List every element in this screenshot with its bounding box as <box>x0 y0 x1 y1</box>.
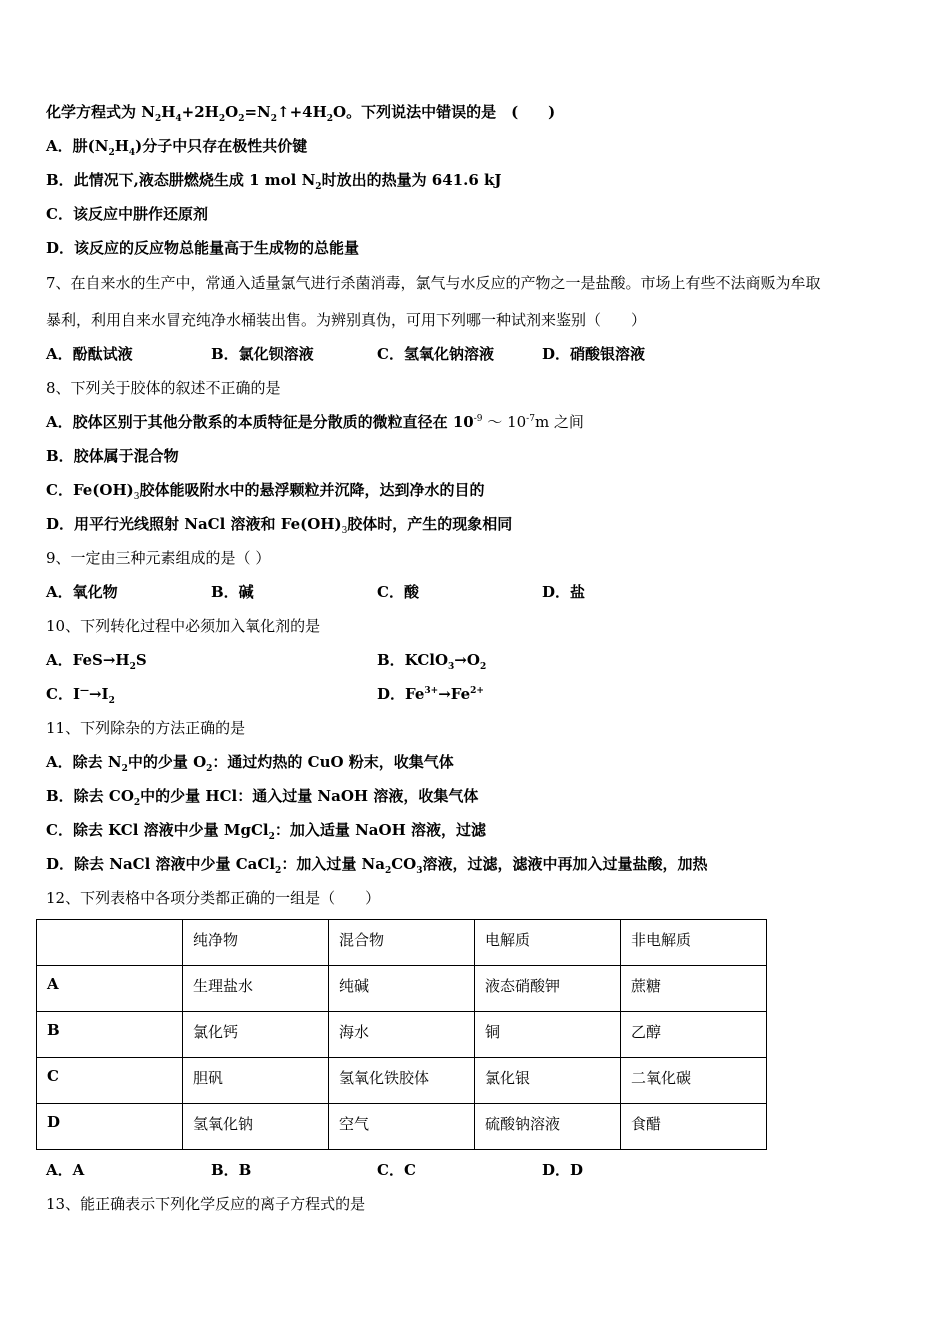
q8-option-b: B．胶体属于混合物 <box>46 447 179 465</box>
q9-option-b: B．碱 <box>211 583 254 601</box>
q6-stem: 化学方程式为 $N_2H_4+2H_2O_2=N_2↑+4H_2O$。下列说法中错误的是 ( ) <box>46 103 556 124</box>
q8-option-d: D．用平行光线照射 NaCl 溶液和 $Fe(OH)_3$胶体时，产生的现象相同 <box>46 515 513 536</box>
q7-option-a: A．酚酞试液 <box>46 345 133 363</box>
q7-stem-line2: 暴利，利用自来水冒充纯净水桶装出售。为辨别真伪，可用下列哪一种试剂来鉴别（ ） <box>46 311 647 329</box>
q11-option-d: D．除去 NaCl 溶液中少量 CaCl$_2$：加入过量 $Na_2CO_3$溶液，过滤，滤液中再加入过量盐酸，加热 <box>46 855 708 876</box>
q13-stem: 13、能正确表示下列化学反应的离子方程式的是 <box>46 1195 366 1213</box>
q12-option-a: A．A <box>46 1161 85 1179</box>
classification-table <box>36 919 767 1150</box>
q12-option-c: C．C <box>377 1161 416 1179</box>
q7-stem-line1: 7、在自来水的生产中，常通入适量氯气进行杀菌消毒，氯气与水反应的产物之一是盐酸。市场上有些不法商贩为牟取 <box>46 274 821 292</box>
table-cell: 蔗糖 <box>621 966 767 1012</box>
q8-option-a: A．胶体区别于其他分散系的本质特征是分散质的微粒直径在 $10^{-9}$ ～ $10^{-7}m$ 之间 <box>46 413 584 431</box>
table-cell: 胆矾 <box>183 1058 329 1104</box>
table-cell: 生理盐水 <box>183 966 329 1012</box>
q11-option-a: A．除去 $N_2$中的少量 $O_2$：通过灼热的 CuO 粉末，收集气体 <box>46 753 454 774</box>
table-header-cell: 纯净物 <box>183 920 329 966</box>
q6-option-b: B．此情况下,液态肼燃烧生成 1 mol $N_2$时放出的热量为 641.6 kJ <box>46 171 502 192</box>
table-cell: 二氧化碳 <box>621 1058 767 1104</box>
q9-option-c: C．酸 <box>377 583 419 601</box>
table-cell: 氢氧化铁胶体 <box>329 1058 475 1104</box>
q11-stem: 11、下列除杂的方法正确的是 <box>46 719 246 737</box>
q7-option-b: B．氯化钡溶液 <box>211 345 314 363</box>
table-cell: 硫酸钠溶液 <box>475 1104 621 1150</box>
q10-option-c: C．$I^—\to I_2$ <box>46 685 115 706</box>
q11-option-b: B．除去 $CO_2$中的少量 HCl：通入过量 NaOH 溶液，收集气体 <box>46 787 479 808</box>
q10-option-d: D．$Fe^{3+}\to Fe^{2+}$ <box>377 685 484 703</box>
table-row <box>37 920 767 966</box>
q8-stem: 8、下列关于胶体的叙述不正确的是 <box>46 379 281 397</box>
table-cell: 铜 <box>475 1012 621 1058</box>
q7-option-d: D．硝酸银溶液 <box>542 345 646 363</box>
table-cell: 食醋 <box>621 1104 767 1150</box>
table-row <box>37 1058 767 1104</box>
q9-option-d: D．盐 <box>542 583 586 601</box>
q9-option-a: A．氧化物 <box>46 583 118 601</box>
table-row <box>37 1104 767 1150</box>
table-header-cell: 非电解质 <box>621 920 767 966</box>
q10-option-b: B．$KClO_3\to O_2$ <box>377 651 487 672</box>
q12-stem: 12、下列表格中各项分类都正确的一组是（ ） <box>46 889 381 907</box>
q6-option-d: D．该反应的反应物总能量高于生成物的总能量 <box>46 239 360 257</box>
table-header-cell: 电解质 <box>475 920 621 966</box>
table-cell: 纯碱 <box>329 966 475 1012</box>
table-cell: 氢氧化钠 <box>183 1104 329 1150</box>
q11-option-c: C．除去 KCl 溶液中少量 MgCl$_2$：加入适量 NaOH 溶液，过滤 <box>46 821 486 842</box>
table-cell: A <box>37 966 183 1012</box>
table-header-cell: 混合物 <box>329 920 475 966</box>
table-cell: 海水 <box>329 1012 475 1058</box>
table-cell: 氯化银 <box>475 1058 621 1104</box>
table-cell <box>37 920 183 966</box>
table-cell: B <box>37 1012 183 1058</box>
q10-stem: 10、下列转化过程中必须加入氧化剂的是 <box>46 617 321 635</box>
table-cell: C <box>37 1058 183 1104</box>
q6-option-c: C．该反应中肼作还原剂 <box>46 205 208 223</box>
table-cell: 乙醇 <box>621 1012 767 1058</box>
table-cell: 空气 <box>329 1104 475 1150</box>
q6-option-a: A．肼$(N_2H_4)$分子中只存在极性共价键 <box>46 137 308 158</box>
table-cell: 氯化钙 <box>183 1012 329 1058</box>
table-cell: 液态硝酸钾 <box>475 966 621 1012</box>
q7-option-c: C．氢氧化钠溶液 <box>377 345 494 363</box>
q12-option-b: B．B <box>211 1161 252 1179</box>
q8-option-c: C．$Fe(OH)_3$胶体能吸附水中的悬浮颗粒并沉降，达到净水的目的 <box>46 481 485 502</box>
q9-stem: 9、一定由三种元素组成的是（ ） <box>46 549 271 567</box>
q10-option-a: A．$FeS\to H_2S$ <box>46 651 147 672</box>
table-row <box>37 1012 767 1058</box>
q12-option-d: D．D <box>542 1161 584 1179</box>
table-row <box>37 966 767 1012</box>
table-cell: D <box>37 1104 183 1150</box>
